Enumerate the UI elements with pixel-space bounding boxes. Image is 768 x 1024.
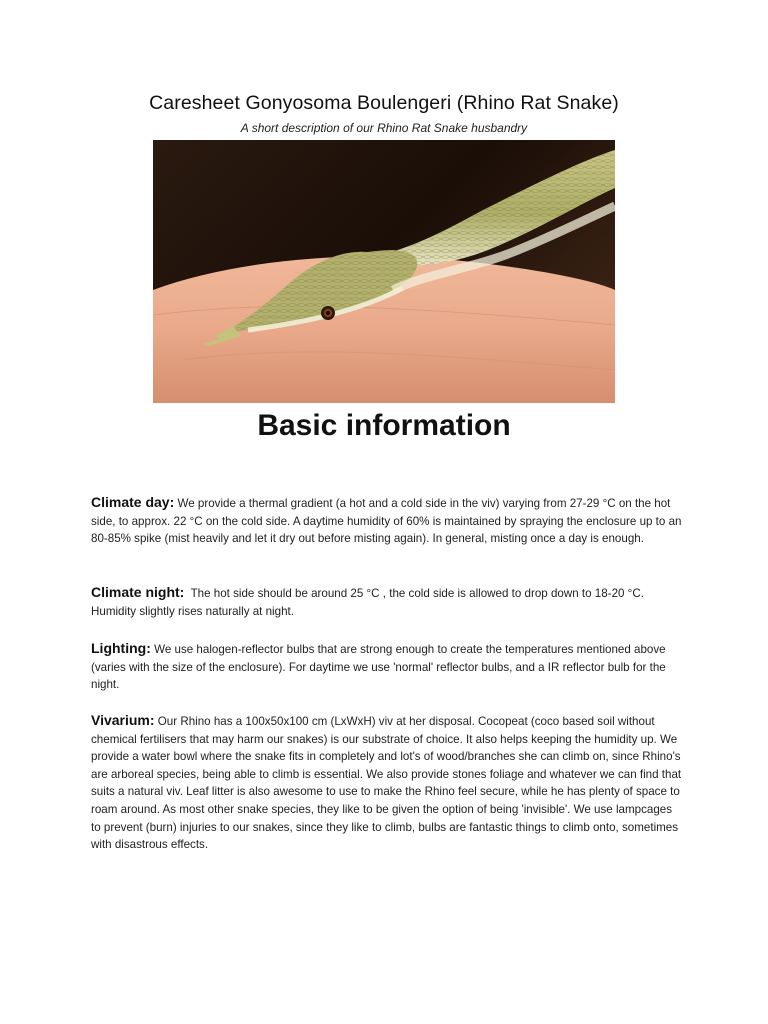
snake-photo-illustration: [153, 140, 615, 403]
page-subtitle: A short description of our Rhino Rat Snake husbandry: [240, 121, 528, 135]
text-climate-day: We provide a thermal gradient (a hot and a cold side in the viv) varying from 27-29 °C on the hot side, to approx. 22 °C on the cold side. A daytime humidity of 60% is maintained by spraying the enclosure up to an 80-85% spike (mist heavily and let it dry out before misting again). In general, misting once a day is enough.: [91, 497, 682, 546]
label-climate-day: Climate day:: [91, 494, 175, 510]
paragraph-lighting: [91, 640, 683, 694]
text-climate-night: The hot side should be around 25 °C , the cold side is allowed to drop down to 18-20 °C. Humidity slightly rises naturally at night.: [91, 587, 644, 618]
snake-photo: [153, 140, 615, 403]
label-vivarium: Vivarium:: [91, 712, 155, 728]
paragraph-climate-day: [91, 494, 683, 548]
paragraph-vivarium: [91, 712, 683, 854]
paragraph-climate-night: [91, 584, 683, 620]
section-heading-basic-information: Basic information: [257, 409, 511, 442]
label-climate-night: Climate night:: [91, 584, 185, 600]
page-title: Caresheet Gonyosoma Boulengeri (Rhino Rat Snake): [149, 92, 619, 114]
label-lighting: Lighting:: [91, 640, 151, 656]
text-vivarium: Our Rhino has a 100x50x100 cm (LxWxH) viv at her disposal. Cocopeat (coco based soil without chemical fertilisers that may harm our snakes) is our substrate of choice. It also helps keeping the humidity up. We provide a water bowl where the snake fits in completely and lot's of wood/branches she can climb on, since Rhino's are arboreal species, being able to climb is essential. We also provide stones foliage and whatever we can find that suits a natural viv. Leaf litter is also awesome to use to make the Rhino feel secure, while he has plenty of space to roam around. As most other snake species, they like to be given the option of being 'invisible'. We use lampcages to prevent (burn) injuries to our snakes, since they like to climb, bulbs are fantastic things to climb onto, sometimes with disastrous effects.: [91, 715, 682, 852]
text-lighting: We use halogen-reflector bulbs that are strong enough to create the temperatures mentioned above (varies with the size of the enclosure). For daytime we use 'normal' reflector bulbs, and a IR reflector bulb for the night.: [91, 643, 666, 692]
